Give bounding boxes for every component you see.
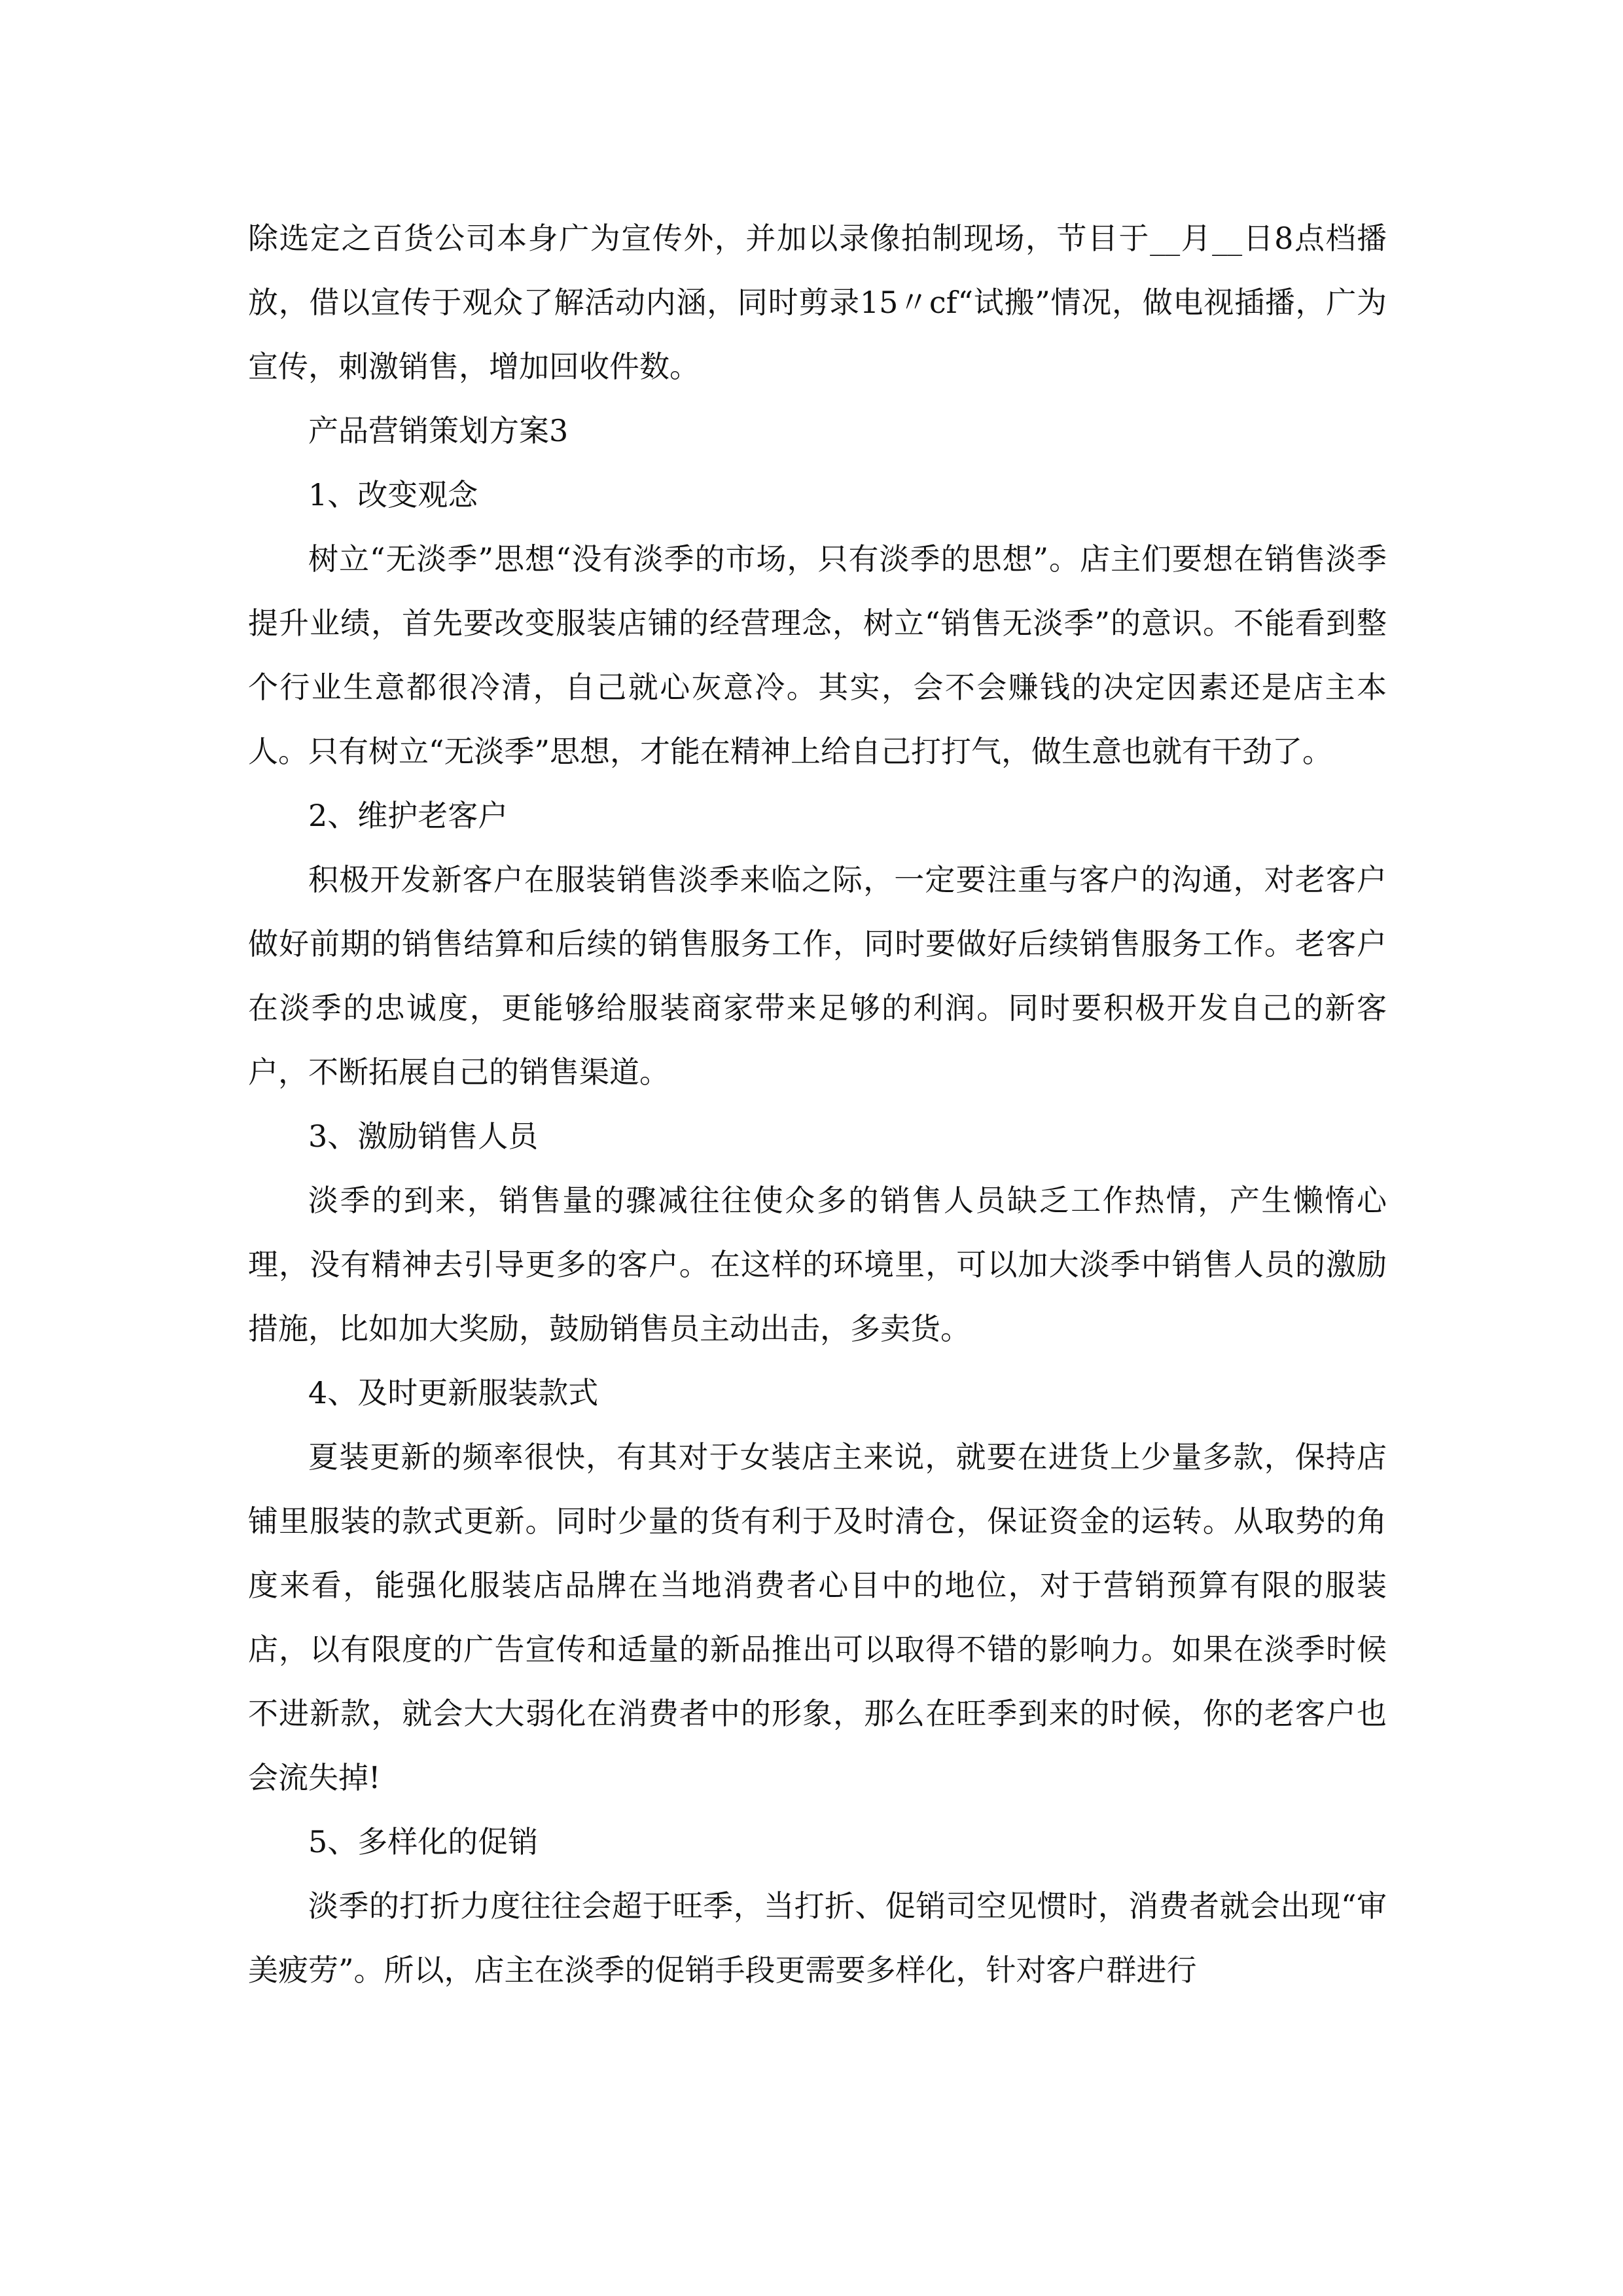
item-heading: 5、多样化的促销 — [308, 1824, 539, 1859]
item-paragraph: 树立“无淡季”思想“没有淡季的市场，只有淡季的思想”。店主们要想在销售淡季提升业绩，首先要改变服装店铺的经营理念，树立“销售无淡季”的意识。不能看到整个行业生意都很冷清，自己就心灰意冷。其实，会不会赚钱的决定因素还是店主本人。只有树立“无淡季”思想，才能在精神上给自己打打气，做生意也就有干劲了。 — [248, 541, 1387, 769]
item-heading: 1、改变观念 — [308, 477, 478, 512]
item-paragraph: 积极开发新客户在服装销售淡季来临之际，一定要注重与客户的沟通，对老客户做好前期的销售结算和后续的销售服务工作，同时要做好后续销售服务工作。老客户在淡季的忠诚度，更能够给服装商家带来足够的利润。同时要积极开发自己的新客户，不断拓展自己的销售渠道。 — [248, 862, 1387, 1090]
document-body — [248, 206, 1387, 2002]
item-paragraph: 夏装更新的频率很快，有其对于女装店主来说，就要在进货上少量多款，保持店铺里服装的款式更新。同时少量的货有利于及时清仓，保证资金的运转。从取势的角度来看，能强化服装店品牌在当地消费者心目中的地位，对于营销预算有限的服装店，以有限度的广告宣传和适量的新品推出可以取得不错的影响力。如果在淡季时候不进新款，就会大大弱化在消费者中的形象，那么在旺季到来的时候，你的老客户也会流失掉! — [248, 1439, 1387, 1795]
item-paragraph: 淡季的到来，销售量的骤减往往使众多的销售人员缺乏工作热情，产生懒惰心理，没有精神去引导更多的客户。在这样的环境里，可以加大淡季中销售人员的激励措施，比如加大奖励，鼓励销售员主动出击，多卖货。 — [248, 1183, 1387, 1346]
item-heading: 2、维护老客户 — [308, 798, 508, 833]
section-title: 产品营销策划方案3 — [308, 413, 569, 448]
item-heading: 4、及时更新服装款式 — [308, 1375, 599, 1410]
item-paragraph: 淡季的打折力度往往会超于旺季，当打折、促销司空见惯时，消费者就会出现“审美疲劳”。所以，店主在淡季的促销手段更需要多样化，针对客户群进行 — [248, 1888, 1387, 1988]
item-heading: 3、激励销售人员 — [308, 1119, 539, 1154]
intro-paragraph: 除选定之百货公司本身广为宣传外，并加以录像拍制现场，节目于__月__日8点档播放，借以宣传于观众了解活动内涵，同时剪录15〃cf“试搬”情况，做电视插播，广为宣传，刺激销售，增加回收件数。 — [248, 221, 1387, 384]
